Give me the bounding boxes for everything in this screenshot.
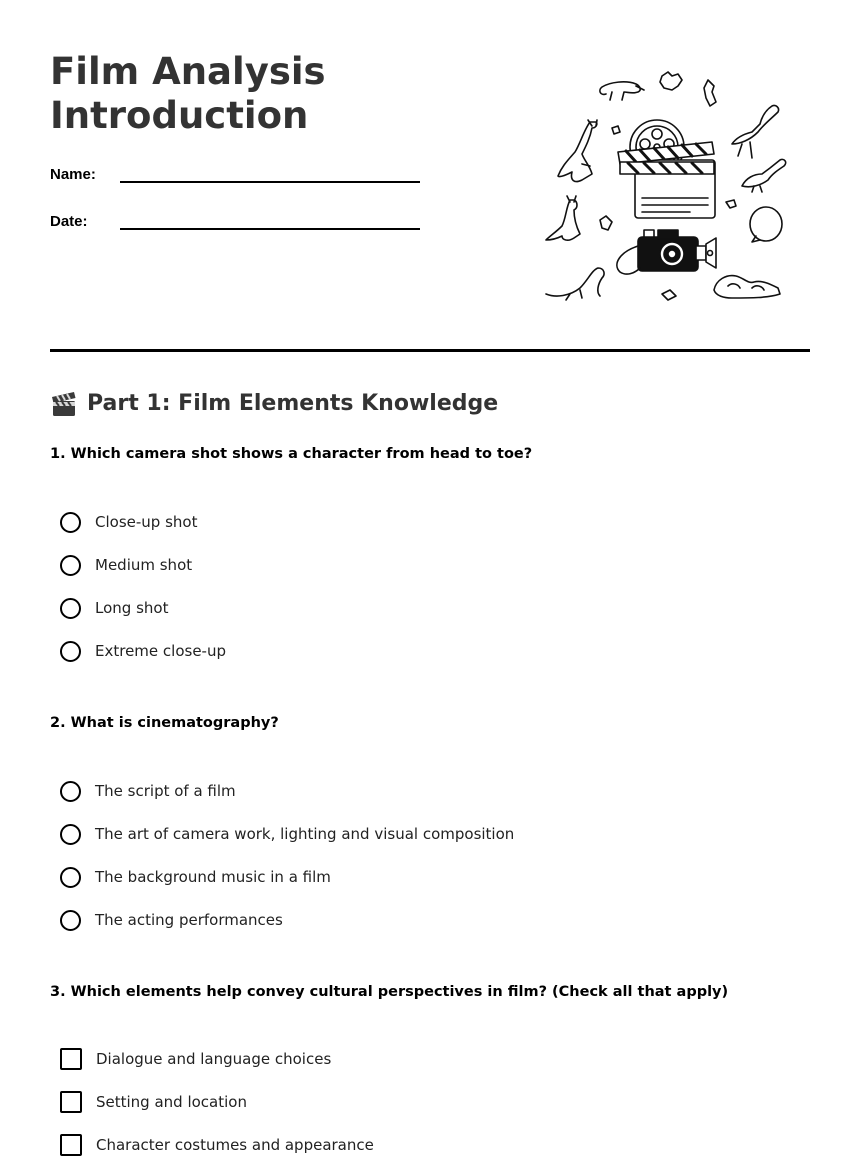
- question-2-text: 2. What is cinematography?: [50, 715, 279, 731]
- map-blob-icon: [662, 290, 676, 300]
- camera-icon: [617, 230, 716, 274]
- film-australia-illustration: [540, 62, 790, 312]
- checkbox[interactable]: [60, 1091, 82, 1113]
- q1-option-2[interactable]: [60, 552, 192, 578]
- option-label: Long shot: [95, 599, 169, 617]
- emu-icon: [732, 105, 779, 158]
- radio-button[interactable]: [60, 555, 81, 576]
- radio-button[interactable]: [60, 512, 81, 533]
- map-blob-icon: [726, 200, 736, 208]
- wave-icon: [714, 276, 780, 298]
- radio-button[interactable]: [60, 910, 81, 931]
- option-label: The acting performances: [95, 911, 283, 929]
- header-divider: [50, 349, 810, 352]
- map-blob-icon: [600, 216, 612, 230]
- date-label: Date:: [50, 213, 88, 230]
- q1-option-4[interactable]: [60, 638, 226, 664]
- australia-map-icon: [660, 72, 716, 106]
- date-input-line[interactable]: [120, 228, 420, 230]
- radio-button[interactable]: [60, 824, 81, 845]
- option-label: Setting and location: [96, 1093, 247, 1111]
- kangaroo-small-icon: [546, 196, 580, 240]
- clapperboard-icon: [618, 142, 715, 218]
- lizard-icon: [546, 268, 604, 300]
- q1-option-1[interactable]: [60, 509, 197, 535]
- kangaroo-icon: [558, 120, 597, 182]
- question-1-text: 1. Which camera shot shows a character from head to toe?: [50, 446, 533, 462]
- option-label: Medium shot: [95, 556, 193, 574]
- radio-button[interactable]: [60, 867, 81, 888]
- emu-small-icon: [742, 159, 786, 192]
- checkbox[interactable]: [60, 1134, 82, 1156]
- page-title: [50, 50, 470, 138]
- option-label: Close-up shot: [95, 513, 198, 531]
- q2-option-4[interactable]: [60, 907, 283, 933]
- option-label: Dialogue and language choices: [96, 1050, 332, 1068]
- radio-button[interactable]: [60, 641, 81, 662]
- radio-button[interactable]: [60, 781, 81, 802]
- date-field-row: [50, 212, 420, 242]
- title-line-2: Introduction: [50, 94, 309, 137]
- speech-bubble-icon: [750, 207, 782, 242]
- name-label: Name:: [50, 166, 96, 183]
- option-label: Extreme close-up: [95, 642, 226, 660]
- q2-option-3[interactable]: [60, 864, 331, 890]
- option-label: Character costumes and appearance: [96, 1136, 374, 1154]
- checkbox[interactable]: [60, 1048, 82, 1070]
- question-3-text: 3. Which elements help convey cultural perspectives in film? (Check all that apply): [50, 984, 729, 1000]
- q2-option-1[interactable]: [60, 778, 236, 804]
- option-label: The background music in a film: [95, 868, 331, 886]
- q3-option-1[interactable]: [60, 1046, 331, 1072]
- option-label: The art of camera work, lighting and visual composition: [95, 825, 515, 843]
- map-blob-icon: [612, 126, 620, 134]
- title-line-1: Film Analysis: [50, 50, 326, 93]
- section-title-text: Part 1: Film Elements Knowledge: [87, 391, 499, 416]
- name-field-row: [50, 165, 420, 195]
- q3-option-3[interactable]: [60, 1132, 374, 1158]
- q3-option-2[interactable]: [60, 1089, 247, 1115]
- clapperboard-emoji-icon: [50, 390, 78, 418]
- section-title: [50, 388, 498, 420]
- option-label: The script of a film: [95, 782, 236, 800]
- platypus-icon: [600, 82, 644, 100]
- q1-option-3[interactable]: [60, 595, 168, 621]
- radio-button[interactable]: [60, 598, 81, 619]
- name-input-line[interactable]: [120, 181, 420, 183]
- q2-option-2[interactable]: [60, 821, 514, 847]
